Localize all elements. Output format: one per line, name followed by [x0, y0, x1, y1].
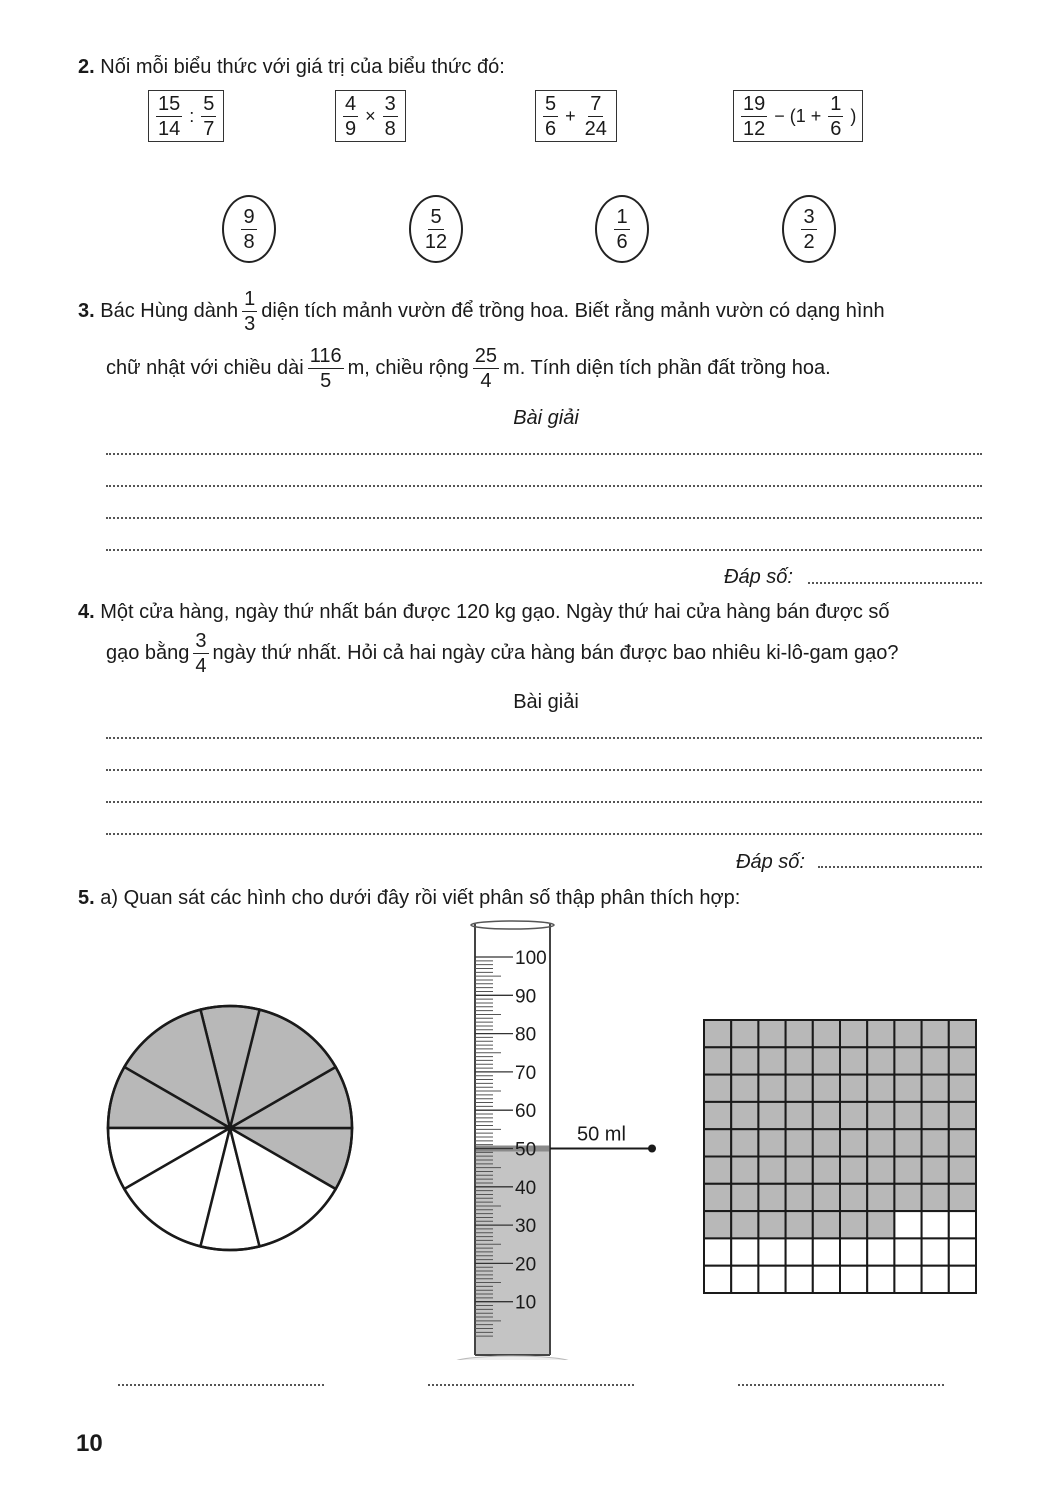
grid-cell-shaded: [867, 1020, 894, 1047]
grid-cell-empty: [758, 1266, 785, 1293]
q4-line-1: [78, 600, 890, 624]
grid-cell-shaded: [840, 1047, 867, 1074]
grid-cell-shaded: [840, 1075, 867, 1102]
scale-label: 50: [515, 1139, 537, 1161]
grid-cell-shaded: [894, 1157, 921, 1184]
grid-cell-empty: [731, 1238, 758, 1265]
grid-cell-shaded: [731, 1047, 758, 1074]
grid-cell-shaded: [786, 1211, 813, 1238]
grid-cell-shaded: [731, 1184, 758, 1211]
q4-answer-field[interactable]: [818, 866, 982, 868]
grid-cell-empty: [922, 1238, 949, 1265]
grid-cell-empty: [867, 1266, 894, 1293]
grid-cell-empty: [840, 1238, 867, 1265]
grid-cell-empty: [704, 1266, 731, 1293]
grid-cell-shaded: [758, 1211, 785, 1238]
expression-box-1[interactable]: [148, 90, 224, 142]
hundred-grid-figure: [702, 1018, 978, 1296]
grid-cell-shaded: [704, 1020, 731, 1047]
value-oval-3[interactable]: [595, 195, 649, 263]
q2-heading: [78, 55, 505, 79]
grid-cell-shaded: [786, 1184, 813, 1211]
scale-label: 90: [515, 986, 537, 1008]
grid-cell-shaded: [731, 1075, 758, 1102]
grid-cell-shaded: [758, 1157, 785, 1184]
q4-line-2: [106, 628, 898, 678]
value-oval-2[interactable]: [409, 195, 463, 263]
scale-label: 70: [515, 1062, 537, 1084]
grid-cell-shaded: [922, 1075, 949, 1102]
grid-cell-shaded: [867, 1157, 894, 1184]
grid-cell-shaded: [731, 1211, 758, 1238]
answer-line[interactable]: [106, 737, 982, 739]
fraction: $\frac{9}{8}$: [243, 205, 255, 253]
q4-number: 4.: [78, 601, 95, 623]
grid-cell-shaded: [949, 1157, 976, 1184]
scale-label: 10: [515, 1292, 537, 1314]
grid-cell-shaded: [894, 1184, 921, 1211]
pie-answer-field[interactable]: [118, 1384, 324, 1386]
operator: +: [565, 105, 576, 126]
scale-label: 60: [515, 1101, 537, 1123]
pie-figure: [104, 1002, 356, 1254]
grid-cell-empty: [704, 1238, 731, 1265]
cylinder-answer-field[interactable]: [428, 1384, 634, 1386]
grid-cell-shaded: [786, 1102, 813, 1129]
fraction: $\frac{15}{14}$: [158, 92, 181, 140]
q4-text: Một cửa hàng, ngày thứ nhất bán được 120 kg gạo. Ngày thứ hai cửa hàng bán được số: [100, 601, 890, 623]
operator: − (1 +: [774, 105, 822, 126]
q3-text: m, chiều rộng: [347, 357, 469, 379]
grid-cell-shaded: [704, 1157, 731, 1184]
q4-text: ngày thứ nhất. Hỏi cả hai ngày cửa hàng bán được bao nhiêu ki-lô-gam gạo?: [212, 642, 899, 664]
grid-cell-shaded: [758, 1075, 785, 1102]
grid-cell-empty: [949, 1266, 976, 1293]
answer-line[interactable]: [106, 769, 982, 771]
fraction: $\frac{7}{24}$: [584, 92, 607, 140]
grid-cell-shaded: [840, 1102, 867, 1129]
q3-line-1: [78, 286, 885, 336]
grid-cell-shaded: [813, 1157, 840, 1184]
grid-cell-shaded: [813, 1129, 840, 1156]
grid-cell-shaded: [731, 1020, 758, 1047]
grid-cell-shaded: [813, 1184, 840, 1211]
fraction: $\frac{25}{4}$: [474, 344, 498, 392]
grid-cell-shaded: [704, 1075, 731, 1102]
grid-cell-empty: [949, 1238, 976, 1265]
grid-cell-empty: [894, 1266, 921, 1293]
grid-cell-shaded: [922, 1047, 949, 1074]
q2-number: 2.: [78, 56, 95, 78]
grid-cell-shaded: [867, 1075, 894, 1102]
grid-cell-shaded: [922, 1129, 949, 1156]
grid-cell-empty: [813, 1238, 840, 1265]
fraction: $\frac{5}{7}$: [203, 92, 215, 140]
grid-cell-shaded: [894, 1102, 921, 1129]
fraction: $\frac{1}{3}$: [244, 287, 256, 335]
grid-cell-shaded: [840, 1184, 867, 1211]
grid-cell-shaded: [867, 1184, 894, 1211]
expression-box-4[interactable]: [733, 90, 863, 142]
q3-number: 3.: [78, 300, 95, 322]
grid-cell-shaded: [949, 1020, 976, 1047]
grid-cell-shaded: [758, 1020, 785, 1047]
grid-cell-shaded: [758, 1129, 785, 1156]
grid-cell-shaded: [894, 1129, 921, 1156]
answer-line[interactable]: [106, 485, 982, 487]
grid-cell-shaded: [949, 1075, 976, 1102]
answer-line[interactable]: [106, 453, 982, 455]
grid-cell-shaded: [731, 1129, 758, 1156]
grid-cell-shaded: [922, 1184, 949, 1211]
fraction: $\frac{4}{9}$: [345, 92, 357, 140]
grid-cell-empty: [731, 1266, 758, 1293]
grid-cell-shaded: [704, 1047, 731, 1074]
grid-cell-shaded: [840, 1157, 867, 1184]
operator: ×: [365, 105, 376, 126]
grid-cell-shaded: [949, 1129, 976, 1156]
grid-cell-shaded: [813, 1020, 840, 1047]
operator: :: [189, 105, 195, 126]
value-oval-1[interactable]: [222, 195, 276, 263]
close-paren: ): [850, 105, 857, 126]
q3-solution-label: Bài giải: [513, 407, 579, 429]
grid-cell-shaded: [949, 1102, 976, 1129]
grid-cell-shaded: [786, 1020, 813, 1047]
callout-label: 50 ml: [577, 1123, 626, 1146]
grid-cell-empty: [922, 1266, 949, 1293]
q3-text: diện tích mảnh vườn để trồng hoa. Biết rằng mảnh vườn có dạng hình: [261, 300, 885, 322]
grid-cell-shaded: [949, 1047, 976, 1074]
q3-text: Bác Hùng dành: [100, 300, 239, 322]
fraction: $\frac{3}{8}$: [384, 92, 396, 140]
grid-cell-empty: [922, 1211, 949, 1238]
q5-number: 5.: [78, 887, 95, 909]
grid-cell-shaded: [786, 1129, 813, 1156]
grid-cell-shaded: [813, 1211, 840, 1238]
grid-cell-shaded: [894, 1020, 921, 1047]
grid-cell-shaded: [894, 1047, 921, 1074]
grid-cell-shaded: [840, 1020, 867, 1047]
grid-cell-empty: [758, 1238, 785, 1265]
grid-cell-shaded: [949, 1184, 976, 1211]
grid-cell-shaded: [840, 1211, 867, 1238]
grid-answer-field[interactable]: [738, 1384, 944, 1386]
fraction: $\frac{1}{6}$: [830, 92, 842, 140]
grid-cell-shaded: [813, 1102, 840, 1129]
grid-cell-shaded: [704, 1211, 731, 1238]
grid-cell-shaded: [758, 1184, 785, 1211]
grid-cell-empty: [867, 1238, 894, 1265]
pie-center-dot: [227, 1125, 233, 1131]
fraction: $\frac{1}{6}$: [616, 205, 628, 253]
expression-box-2[interactable]: [335, 90, 406, 142]
scale-label: 100: [515, 948, 547, 969]
q4-solution-label: Bài giải: [513, 691, 579, 713]
grid-cell-shaded: [867, 1047, 894, 1074]
grid-cell-shaded: [758, 1102, 785, 1129]
grid-cell-empty: [949, 1211, 976, 1238]
fraction: $\frac{19}{12}$: [743, 92, 766, 140]
scale-label: 80: [515, 1024, 537, 1046]
callout-dot: [648, 1145, 656, 1153]
grid-cell-shaded: [922, 1102, 949, 1129]
q3-answer-field[interactable]: [808, 582, 982, 584]
fraction: $\frac{5}{12}$: [424, 205, 448, 253]
expression-box-3[interactable]: [535, 90, 617, 142]
grid-cell-shaded: [704, 1102, 731, 1129]
answer-line[interactable]: [106, 517, 982, 519]
grid-cell-empty: [840, 1266, 867, 1293]
q3-text: chữ nhật với chiều dài: [106, 357, 304, 379]
q5-prompt: a) Quan sát các hình cho dưới đây rồi viết phân số thập phân thích hợp:: [100, 887, 741, 909]
grid-cell-shaded: [867, 1211, 894, 1238]
grid-cell-shaded: [813, 1075, 840, 1102]
grid-cell-shaded: [840, 1129, 867, 1156]
q4-answer-label: Đáp số:: [736, 851, 805, 873]
grid-cell-empty: [894, 1211, 921, 1238]
q4-text: gạo bằng: [106, 642, 190, 664]
fraction: $\frac{3}{2}$: [803, 205, 815, 253]
grid-cell-shaded: [786, 1075, 813, 1102]
cylinder-rim: [471, 921, 554, 929]
grid-cell-shaded: [867, 1102, 894, 1129]
answer-line[interactable]: [106, 833, 982, 835]
fraction: $\frac{3}{4}$: [195, 629, 207, 677]
q5-heading: [78, 886, 740, 910]
measuring-cylinder-figure: [440, 920, 680, 1360]
grid-cell-shaded: [894, 1075, 921, 1102]
grid-cell-shaded: [704, 1184, 731, 1211]
grid-cell-shaded: [731, 1157, 758, 1184]
grid-cell-shaded: [731, 1102, 758, 1129]
grid-cell-shaded: [786, 1157, 813, 1184]
grid-cell-shaded: [704, 1129, 731, 1156]
scale-label: 40: [515, 1177, 537, 1199]
grid-cell-shaded: [867, 1129, 894, 1156]
scale-label: 30: [515, 1216, 537, 1238]
q3-answer-label: Đáp số:: [724, 566, 793, 588]
q3-text: m. Tính diện tích phần đất trồng hoa.: [503, 357, 831, 379]
grid-cell-shaded: [922, 1020, 949, 1047]
answer-line[interactable]: [106, 549, 982, 551]
q3-line-2: [106, 343, 831, 393]
scale-label: 20: [515, 1254, 537, 1276]
fraction: $\frac{116}{5}$: [309, 344, 342, 392]
grid-cell-shaded: [813, 1047, 840, 1074]
grid-cell-shaded: [922, 1157, 949, 1184]
grid-cell-empty: [894, 1238, 921, 1265]
cylinder-base: [453, 1356, 573, 1360]
grid-cell-empty: [786, 1238, 813, 1265]
grid-cell-empty: [813, 1266, 840, 1293]
grid-cell-shaded: [758, 1047, 785, 1074]
fraction: $\frac{5}{6}$: [545, 92, 557, 140]
page-number: 10: [76, 1430, 103, 1457]
q2-prompt: Nối mỗi biểu thức với giá trị của biểu thức đó:: [100, 56, 505, 78]
grid-cell-empty: [786, 1266, 813, 1293]
answer-line[interactable]: [106, 801, 982, 803]
value-oval-4[interactable]: [782, 195, 836, 263]
grid-cell-shaded: [786, 1047, 813, 1074]
